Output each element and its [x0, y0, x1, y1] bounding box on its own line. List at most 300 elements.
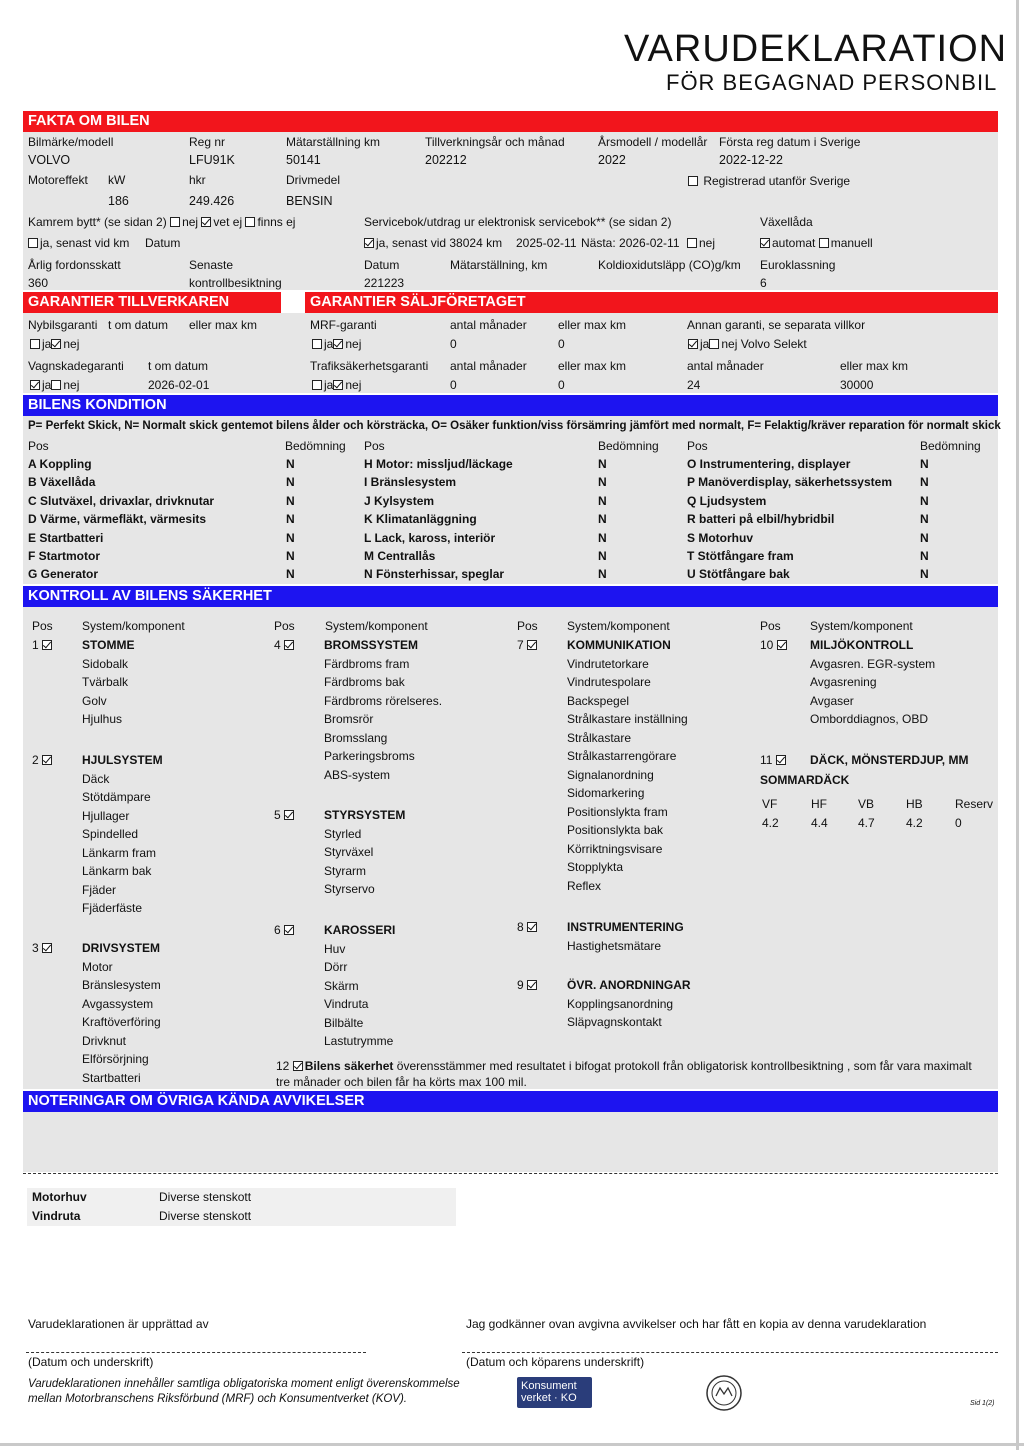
label-annan-months: antal månader — [687, 359, 764, 373]
group-item: Styrservo — [324, 882, 375, 896]
logo-line-1: Konsument — [521, 1380, 577, 1392]
group-title: KOMMUNIKATION — [567, 638, 671, 652]
group-number-text: 7 — [517, 638, 528, 652]
value-service: ja, senast vid 38024 km — [376, 236, 503, 250]
tyres-title: SOMMARDÄCK — [760, 773, 850, 787]
value-tax: 360 — [28, 276, 49, 290]
tyre-position: HF — [811, 797, 827, 811]
label-pos: Pos — [687, 439, 708, 453]
vagn-yes-no — [30, 378, 79, 392]
condition-item: F Startmotor — [28, 549, 100, 563]
group-number-text: 11 — [760, 753, 776, 767]
label-mrf: MRF-garanti — [310, 318, 377, 332]
page-edge-bottom — [0, 1443, 1024, 1446]
label-auto: automat — [772, 236, 816, 250]
condition-rating: N — [598, 530, 607, 545]
condition-rating: N — [920, 475, 929, 490]
value-first-reg: 2022-12-22 — [719, 153, 783, 167]
group-item: Drivknut — [82, 1033, 127, 1048]
group-item: Startbatteri — [82, 1070, 141, 1085]
condition-rating: N — [286, 512, 295, 527]
group-number — [32, 941, 54, 955]
value-odometer: 50141 — [286, 153, 321, 167]
group-item: Strålkastare inställning — [567, 712, 688, 726]
group-item: Länkarm bak — [82, 864, 152, 878]
label-timing-date: Datum — [145, 236, 181, 250]
checkbox-annan-yes[interactable] — [688, 339, 698, 349]
group-item: Signalanordning — [567, 767, 654, 782]
checkbox-trafik-yes[interactable] — [312, 380, 322, 390]
item-12-text: överensstämmer med resultatet i bifogat protokoll från obligatorisk kontrollbesiktning , som får vara maximalt — [396, 1059, 972, 1073]
condition-item: T Stötfångare fram — [687, 549, 794, 563]
label-trafik-km: eller max km — [558, 359, 627, 373]
label-system: System/komponent — [810, 619, 913, 633]
label-bedomning: Bedömning — [920, 439, 981, 453]
label-ja: ja — [42, 337, 52, 351]
tyre-depth: 4.4 — [811, 816, 828, 830]
condition-item: A Koppling — [28, 457, 92, 471]
label-mrf-months: antal månader — [450, 318, 527, 332]
group-item: Avgasrening — [810, 675, 877, 689]
divider-line — [23, 1173, 998, 1174]
prepared-by: Varudeklarationen är upprättad av — [28, 1317, 209, 1331]
condition-rating: N — [920, 457, 929, 471]
group-checkbox[interactable] — [284, 810, 294, 820]
tyre-depth: 4.2 — [906, 816, 923, 830]
group-item: Styrled — [324, 826, 362, 841]
group-checkbox[interactable] — [42, 943, 52, 953]
group-item: ABS-system — [324, 767, 391, 782]
value-euro: 6 — [760, 276, 767, 290]
value-production: 202212 — [425, 153, 467, 167]
group-title: DÄCK, MÖNSTERDJUP, MM — [810, 753, 969, 767]
condition-item: S Motorhuv — [687, 530, 753, 545]
trafik-yes-no — [312, 378, 361, 392]
group-item: Backspegel — [567, 693, 630, 708]
group-item: Kraftöverföring — [82, 1015, 161, 1029]
label-pos: Pos — [364, 439, 385, 453]
page-title: VARUDEKLARATION — [624, 28, 1008, 70]
signature-line-seller[interactable] — [26, 1352, 366, 1353]
label-service: Servicebok/utdrag ur elektronisk servicebok** (se sidan 2) — [364, 215, 672, 229]
condition-item: G Generator — [28, 567, 99, 582]
group-item: Sidomarkering — [567, 786, 645, 800]
group-item: Hjullager — [82, 808, 130, 823]
label-tax: Årlig fordonsskatt — [28, 258, 121, 272]
group-number-text: 1 — [32, 638, 43, 652]
signature-line-buyer[interactable] — [462, 1352, 998, 1353]
section-garanti-tillverkare-heading: GARANTIER TILLVERKAREN — [23, 292, 281, 313]
checkbox-mrf-no[interactable] — [333, 339, 343, 349]
label-annan: Annan garanti, se separata villkor — [687, 318, 866, 332]
label-insp-date: Datum — [364, 258, 400, 272]
label-ja: ja — [42, 378, 52, 392]
mrf-seal-icon — [705, 1374, 743, 1412]
group-item: Stötdämpare — [82, 790, 151, 804]
group-item: Spindelled — [82, 827, 139, 841]
condition-item: D Värme, värmefläkt, värmesits — [28, 512, 207, 527]
checkbox-timing-no[interactable] — [170, 217, 180, 227]
checkbox-service-no[interactable] — [687, 238, 697, 248]
condition-rating: N — [598, 475, 607, 490]
label-production: Tillverkningsår och månad — [425, 135, 565, 149]
label-fuel: Drivmedel — [286, 173, 341, 187]
label-pos: Pos — [28, 439, 49, 453]
condition-item: Q Ljudsystem — [687, 493, 767, 508]
group-number — [274, 638, 296, 652]
group-title: HJULSYSTEM — [82, 753, 163, 767]
group-number — [274, 923, 296, 937]
condition-item: P Manöverdisplay, säkerhetssystem — [687, 475, 892, 490]
label-trafik-months: antal månader — [450, 359, 527, 373]
group-number-text: 4 — [274, 638, 285, 652]
condition-rating: N — [286, 457, 295, 471]
condition-item: K Klimatanläggning — [364, 512, 477, 527]
condition-item: E Startbatteri — [28, 530, 104, 545]
logo-line-2: verket · KO — [521, 1392, 577, 1404]
group-item: Reflex — [567, 878, 602, 893]
label-nybil: Nybilsgaranti — [28, 318, 98, 332]
group-item: Avgassystem — [82, 996, 154, 1011]
label-nej: nej — [345, 337, 362, 351]
group-item: Parkeringsbroms — [324, 749, 415, 763]
label-no: nej — [699, 236, 716, 250]
group-item: Vindrutespolare — [567, 675, 651, 689]
checkbox-nybil-no[interactable] — [51, 339, 61, 349]
tyre-depth: 4.2 — [762, 816, 779, 830]
value-annan-months: 24 — [687, 378, 701, 392]
condition-rating: N — [286, 475, 295, 490]
value-service-date: 2025-02-11 — [516, 236, 577, 250]
group-checkbox[interactable] — [284, 640, 294, 650]
condition-item: L Lack, kaross, interiör — [364, 530, 496, 545]
group-number — [760, 638, 789, 652]
group-item: Tvärbalk — [82, 675, 129, 689]
label-vagnskada: Vagnskadegaranti — [28, 359, 124, 373]
page-number: Sid 1(2) — [970, 1400, 995, 1407]
group-item: Styrarm — [324, 863, 366, 878]
group-number-text: 9 — [517, 978, 528, 992]
group-item: Däck — [82, 771, 110, 786]
checkbox-annan-no[interactable] — [709, 339, 719, 349]
group-item: Färdbroms fram — [324, 656, 410, 671]
condition-rating: N — [920, 567, 929, 582]
group-title: MILJÖKONTROLL — [810, 638, 914, 652]
group-item: Bromsslang — [324, 730, 388, 745]
tyre-position: Reserv — [955, 797, 994, 811]
tyre-position: HB — [906, 797, 923, 811]
checkbox-item-12[interactable] — [293, 1061, 303, 1071]
condition-item: B Växellåda — [28, 475, 96, 490]
group-item: Vindruta — [324, 997, 369, 1011]
note-text: Diverse stenskott — [159, 1190, 252, 1204]
checkbox-reg-abroad[interactable] — [688, 174, 850, 188]
label-volvo-selekt: nej Volvo Selekt — [721, 337, 807, 351]
sign-seller-label: (Datum och underskrift) — [28, 1355, 154, 1369]
label-trafik: Trafiksäkerhetsgaranti — [310, 359, 429, 373]
group-checkbox[interactable] — [284, 925, 294, 935]
value-annan-km: 30000 — [840, 378, 874, 392]
value-make: VOLVO — [28, 153, 71, 167]
label-first-reg: Första reg datum i Sverige — [719, 135, 861, 149]
label-pos: Pos — [274, 619, 295, 633]
value-model-year: 2022 — [598, 153, 626, 167]
group-title: STYRSYSTEM — [324, 808, 406, 822]
group-item: Avgaser — [810, 693, 854, 708]
checkbox-timing-yes[interactable] — [28, 238, 38, 248]
group-item: Körriktningsvisare — [567, 841, 663, 856]
condition-rating: N — [286, 549, 295, 563]
checkbox-service-yes[interactable] — [364, 238, 374, 248]
note-component: Motorhuv — [32, 1190, 87, 1204]
condition-item: U Stötfångare bak — [687, 567, 790, 582]
checkbox-timing-dont-know[interactable] — [201, 217, 211, 227]
group-item: Avgasren. EGR-system — [810, 656, 936, 671]
group-number-text: 8 — [517, 920, 528, 934]
label-hkr: hkr — [189, 173, 206, 187]
group-number-text: 10 — [760, 638, 777, 652]
tyre-position: VF — [762, 797, 778, 811]
group-checkbox[interactable] — [42, 640, 52, 650]
group-item: Färdbroms rörelseres. — [324, 693, 443, 708]
gearbox-row — [760, 236, 873, 250]
group-number-text: 3 — [32, 941, 43, 955]
checkbox-timing-none[interactable] — [245, 217, 255, 227]
annan-yes-no — [688, 337, 807, 351]
label-ja: ja — [700, 337, 710, 351]
section-kondition-heading: BILENS KONDITION — [23, 395, 998, 416]
condition-rating: N — [920, 493, 929, 508]
checkbox-manual[interactable] — [819, 238, 829, 248]
kondition-legend: P= Perfekt Skick, N= Normalt skick gentemot bilens ålder och körsträcka, O= Osäker funktion/viss försämring jämfört med normalt, F= Felaktig/kräver reparation för normalt skick — [28, 420, 1001, 432]
label-annan-km: eller max km — [840, 359, 909, 373]
group-number — [32, 753, 54, 767]
service-no — [687, 236, 715, 250]
condition-item: J Kylsystem — [364, 493, 435, 508]
timing-belt-row — [28, 215, 295, 229]
page-subtitle: FÖR BEGAGNAD PERSONBIL — [666, 70, 998, 95]
group-item: Stopplykta — [567, 860, 624, 874]
group-item: Fjäderfäste — [82, 901, 143, 915]
label-reg: Reg nr — [189, 135, 226, 149]
label-gearbox: Växellåda — [760, 215, 813, 229]
condition-rating: N — [286, 530, 295, 545]
label-pos: Pos — [32, 619, 53, 633]
value-service-next: Nästa: 2026-02-11 — [581, 236, 680, 250]
label-dont-know: vet ej — [213, 215, 243, 229]
group-checkbox[interactable] — [777, 640, 787, 650]
label-nybil-km: eller max km — [189, 318, 258, 332]
group-number — [517, 920, 539, 934]
label-latest: Senaste — [189, 258, 234, 272]
group-item: Elförsörjning — [82, 1052, 149, 1066]
group-title: STOMME — [82, 638, 135, 652]
condition-item: C Slutväxel, drivaxlar, drivknutar — [28, 493, 215, 508]
group-item: Omborddiagnos, OBD — [810, 712, 929, 726]
item-12-number: 12 — [276, 1059, 290, 1073]
condition-rating: N — [920, 549, 929, 563]
condition-item: H Motor: missljud/läckage — [364, 457, 513, 471]
label-model-year: Årsmodell / modellår — [598, 135, 708, 149]
group-title: INSTRUMENTERING — [567, 920, 684, 934]
group-number — [517, 978, 539, 992]
tyre-depth: 0 — [955, 816, 962, 830]
label-bedomning: Bedömning — [598, 439, 659, 453]
group-checkbox[interactable] — [527, 640, 537, 650]
checkbox-vagn-no[interactable] — [51, 380, 61, 390]
group-item: Strålkastare — [567, 730, 632, 745]
noteringar-panel — [23, 1112, 998, 1172]
group-item: Bränslesystem — [82, 978, 161, 992]
group-checkbox[interactable] — [42, 755, 52, 765]
footer-note-2: mellan Motorbranschens Riksförbund (MRF) och Konsumentverket (KOV). — [28, 1393, 408, 1405]
group-item: Släpvagnskontakt — [567, 1015, 662, 1029]
label-odometer: Mätarställning km — [286, 135, 381, 149]
value-reg: LFU91K — [189, 153, 235, 167]
label-nej: nej — [345, 378, 362, 392]
condition-rating: N — [598, 493, 607, 508]
section-noteringar-heading: NOTERINGAR OM ÖVRIGA KÄNDA AVVIKELSER — [23, 1091, 998, 1112]
group-item: Vindrutetorkare — [567, 656, 649, 671]
group-number-text: 5 — [274, 808, 285, 822]
group-item: Motor — [82, 959, 113, 974]
label-nej: nej — [63, 337, 80, 351]
checkbox-icon — [688, 176, 698, 186]
group-item: Hjulhus — [82, 712, 123, 726]
label-bedomning: Bedömning — [285, 439, 346, 453]
nybil-yes-no — [30, 337, 79, 351]
value-trafik-months: 0 — [450, 378, 457, 392]
page-edge-right — [1016, 0, 1019, 1450]
checkbox-nybil-yes[interactable] — [30, 339, 40, 349]
group-title: BROMSSYSTEM — [324, 638, 419, 652]
label-system: System/komponent — [82, 619, 185, 633]
approve-text: Jag godkänner ovan avgivna avvikelser och har fått en kopia av denna varudeklaration — [466, 1317, 927, 1331]
label-system: System/komponent — [325, 619, 428, 633]
label-ja: ja — [324, 378, 334, 392]
condition-rating: N — [286, 493, 295, 508]
group-title: DRIVSYSTEM — [82, 941, 161, 955]
section-fakta-heading: FAKTA OM BILEN — [23, 111, 998, 132]
value-mrf-months: 0 — [450, 337, 457, 351]
label-inspection: kontrollbesiktning — [189, 276, 282, 290]
group-item: Hastighetsmätare — [567, 938, 662, 953]
condition-rating: N — [920, 512, 929, 527]
label-no: nej — [182, 215, 199, 229]
condition-item: O Instrumentering, displayer — [687, 457, 851, 471]
group-item: Bromsrör — [324, 712, 374, 726]
label-euro: Euroklassning — [760, 258, 836, 272]
mrf-yes-no — [312, 337, 361, 351]
condition-rating: N — [598, 549, 607, 563]
label-kw: kW — [108, 173, 126, 187]
value-mrf-km: 0 — [558, 337, 565, 351]
group-item: Kopplingsanordning — [567, 996, 674, 1011]
group-number — [32, 638, 54, 652]
group-item: Bilbälte — [324, 1015, 364, 1030]
label-pos: Pos — [760, 619, 781, 633]
group-item: Golv — [82, 693, 107, 708]
checkbox-trafik-no[interactable] — [333, 380, 343, 390]
sign-buyer-label: (Datum och köparens underskrift) — [466, 1355, 645, 1369]
label-timing-belt: Kamrem bytt* (se sidan 2) — [28, 215, 167, 229]
checkbox-vagn-yes[interactable] — [30, 380, 40, 390]
footer-note-1: Varudeklarationen innehåller samtliga obligatoriska moment enligt överenskommelse — [28, 1378, 460, 1390]
value-insp-date: 221223 — [364, 276, 405, 290]
label-reg-abroad: Registrerad utanför Sverige — [703, 174, 851, 188]
note-text: Diverse stenskott — [159, 1209, 252, 1223]
note-component: Vindruta — [32, 1209, 81, 1223]
tyre-depth: 4.7 — [858, 816, 875, 830]
group-item: Lastutrymme — [324, 1034, 394, 1048]
label-system: System/komponent — [567, 619, 670, 633]
group-item: Dörr — [324, 960, 348, 974]
group-title: ÖVR. ANORDNINGAR — [567, 978, 691, 992]
label-none: finns ej — [257, 215, 296, 229]
condition-item: M Centrallås — [364, 549, 436, 563]
group-item: Strålkastarrengörare — [567, 749, 677, 763]
condition-rating: N — [286, 567, 295, 582]
checkbox-mrf-yes[interactable] — [312, 339, 322, 349]
group-checkbox[interactable] — [527, 922, 537, 932]
group-item: Huv — [324, 941, 346, 956]
section-garanti-salj-heading: GARANTIER SÄLJFÖRETAGET — [305, 292, 998, 313]
label-power: Motoreffekt — [28, 173, 88, 187]
group-title: KAROSSERI — [324, 923, 396, 937]
value-trafik-km: 0 — [558, 378, 565, 392]
condition-rating: N — [598, 457, 607, 471]
timing-belt-yes-row — [28, 236, 129, 250]
condition-item: R batteri på elbil/hybridbil — [687, 512, 835, 527]
value-kw: 186 — [108, 194, 129, 208]
konsumentverket-logo — [517, 1377, 592, 1408]
label-make: Bilmärke/modell — [28, 135, 114, 149]
condition-item: N Fönsterhissar, speglar — [364, 567, 505, 582]
group-item: Positionslykta bak — [567, 823, 664, 837]
group-checkbox[interactable] — [776, 755, 786, 765]
group-item: Positionslykta fram — [567, 804, 668, 819]
value-hkr: 249.426 — [189, 194, 235, 208]
section-kontroll-heading: KONTROLL AV BILENS SÄKERHET — [23, 586, 998, 607]
item-12-row — [276, 1059, 972, 1073]
condition-rating: N — [598, 512, 607, 527]
label-insp-odo: Mätarställning, km — [450, 258, 548, 272]
group-number — [274, 808, 296, 822]
label-nej: nej — [63, 378, 80, 392]
group-item: Länkarm fram — [82, 845, 157, 860]
label-vagn-date: t om datum — [148, 359, 209, 373]
group-item: Färdbroms bak — [324, 675, 405, 689]
label-yes-last-km: ja, senast vid km — [40, 236, 130, 250]
value-vagn-date: 2026-02-01 — [148, 378, 210, 392]
group-item: Styrväxel — [324, 845, 374, 859]
item-12-text-2: tre månader och bilen får ha körts max 100 mil. — [276, 1075, 527, 1089]
checkbox-auto[interactable] — [760, 238, 770, 248]
item-12-bold: Bilens säkerhet — [304, 1059, 394, 1073]
label-pos: Pos — [517, 619, 538, 633]
group-number-text: 6 — [274, 923, 285, 937]
label-nybil-date: t om datum — [108, 318, 169, 332]
group-item: Sidobalk — [82, 656, 129, 671]
tyre-position: VB — [858, 797, 875, 811]
group-number-text: 2 — [32, 753, 43, 767]
group-number — [760, 753, 788, 767]
label-co2: Koldioxidutsläpp (CO)g/km — [598, 258, 741, 272]
condition-rating: N — [598, 567, 607, 582]
group-checkbox[interactable] — [527, 980, 537, 990]
condition-rating: N — [920, 530, 929, 545]
value-fuel: BENSIN — [286, 194, 333, 208]
